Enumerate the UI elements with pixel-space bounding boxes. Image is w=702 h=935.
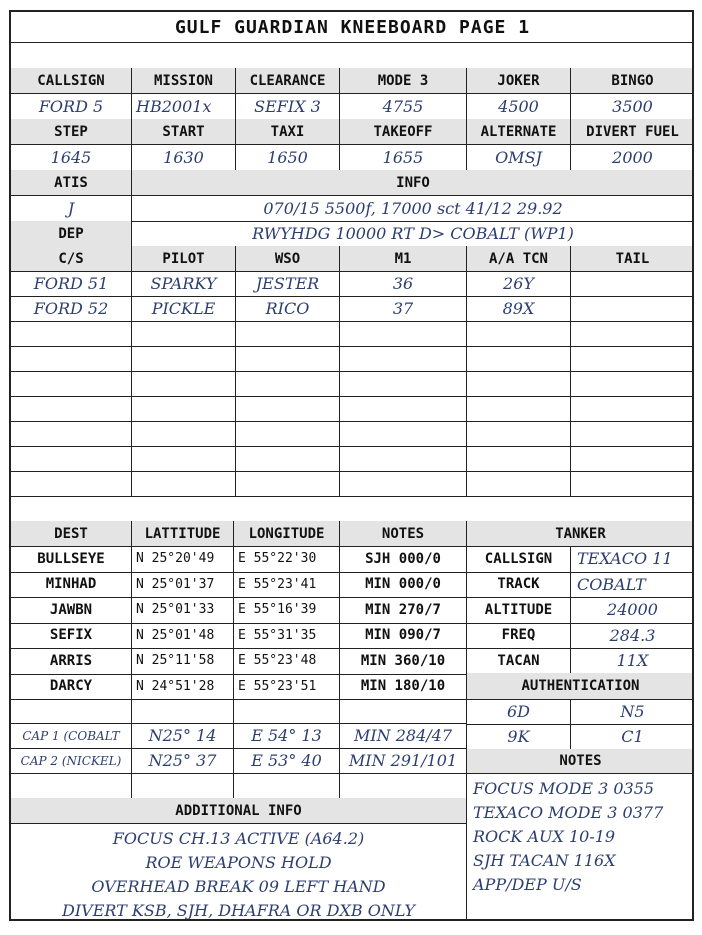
cap-latitude: N25° 14 [131, 723, 233, 748]
crew-aa-tcn [466, 396, 570, 421]
header-callsign: CALLSIGN [37, 72, 105, 89]
nav-longitude: E 55°22'30 [233, 546, 339, 572]
title-row [11, 12, 692, 43]
crew-row [11, 421, 692, 447]
tanker-value: COBALT [570, 572, 694, 598]
crew-pilot [131, 396, 235, 421]
header-tail: TAIL [570, 246, 694, 271]
cap-name: CAP 1 (COBALT [22, 728, 120, 743]
crew-m1 [339, 471, 466, 496]
crew-aa-tcn [466, 321, 570, 346]
crew-wso [235, 421, 339, 446]
crew-cs [11, 396, 131, 421]
note-line: FOCUS MODE 3 0355 [473, 779, 655, 798]
header-alternate: ALTERNATE [466, 119, 570, 144]
cap-empty-row [11, 773, 466, 799]
additional-lines [11, 823, 466, 921]
dep-label: DEP [11, 221, 131, 246]
nav-latitude: N 25°11'58 [131, 648, 233, 674]
tanker-row [466, 623, 694, 650]
crew-tail [570, 396, 694, 421]
crew-row [11, 346, 692, 372]
nav-latitude: N 25°01'48 [131, 623, 233, 649]
atis-header-row [11, 170, 692, 196]
crew-tail [570, 346, 694, 371]
crew-pilot [131, 421, 235, 446]
crew-aa-tcn [466, 371, 570, 396]
header-pilot: PILOT [131, 246, 235, 271]
crew-row [11, 446, 692, 472]
crew-cs [11, 346, 131, 371]
nav-dest: MINHAD [45, 576, 97, 593]
atis-values-row [11, 195, 692, 222]
auth-row [466, 699, 694, 725]
crew-aa-tcn [466, 471, 570, 496]
callsign-value: FORD 5 [38, 96, 104, 116]
note-line: APP/DEP U/S [473, 875, 582, 894]
empty-cell [131, 699, 233, 723]
mission-value: HB2001x [131, 93, 235, 119]
cap-longitude: E 53° 40 [233, 748, 339, 773]
additional-header-row [11, 798, 466, 824]
nav-notes: MIN 180/10 [339, 674, 466, 700]
crew-aa-tcn [466, 446, 570, 471]
tanker-value: 11X [570, 648, 694, 674]
crew-aa-tcn [466, 346, 570, 371]
nav-empty-row [11, 699, 466, 724]
cap-name: CAP 2 (NICKEL) [20, 753, 122, 768]
empty-cell [233, 773, 339, 798]
nav-dest: DARCY [49, 678, 93, 695]
crew-tail [570, 446, 694, 471]
tanker-row [466, 597, 694, 624]
dep-value: RWYHDG 10000 RT D> COBALT (WP1) [131, 221, 694, 246]
header-step: STEP [54, 123, 88, 140]
empty-cell [11, 773, 131, 798]
crew-wso [235, 471, 339, 496]
mode3-value: 4755 [339, 93, 466, 119]
nav-row [11, 546, 466, 573]
cap-notes: MIN 284/47 [339, 723, 466, 748]
crew-m1: 37 [339, 296, 466, 321]
empty-cell [233, 699, 339, 723]
empty-cell [339, 773, 466, 798]
crew-wso [235, 446, 339, 471]
crew-aa-tcn [466, 421, 570, 446]
auth-code: 9K [466, 724, 570, 749]
empty-cell [339, 699, 466, 723]
empty-cell [131, 773, 233, 798]
additional-header: ADDITIONAL INFO [175, 802, 302, 819]
crew-pilot [131, 471, 235, 496]
tanker-value: 24000 [570, 597, 694, 623]
start-value: 1630 [131, 144, 235, 170]
nav-row [11, 674, 466, 701]
crew-m1 [339, 371, 466, 396]
additional-line: DIVERT KSB, SJH, DHAFRA OR DXB ONLY [62, 901, 415, 920]
note-line: ROCK AUX 10-19 [473, 827, 616, 846]
crew-tail [570, 271, 694, 296]
crew-cs [11, 446, 131, 471]
auth-reply: C1 [570, 724, 694, 749]
flight-values-row [11, 93, 692, 120]
notes-body [466, 773, 694, 921]
timing-values-row [11, 144, 692, 171]
crew-cs [11, 421, 131, 446]
crew-row [11, 396, 692, 422]
divert-fuel-value: 2000 [570, 144, 694, 170]
notes-lines [466, 773, 694, 921]
nav-dest: JAWBN [49, 601, 93, 618]
cap-notes: MIN 291/101 [339, 748, 466, 773]
header-dest: DEST [54, 525, 88, 542]
cap-latitude: N25° 37 [131, 748, 233, 773]
notes-header: NOTES [466, 749, 694, 773]
crew-row [11, 471, 692, 497]
tanker-label: TRACK [466, 572, 570, 598]
crew-row [11, 321, 692, 347]
nav-dest: SEFIX [49, 627, 93, 644]
header-m1: M1 [339, 246, 466, 271]
nav-latitude: N 25°01'33 [131, 597, 233, 623]
tanker-label: FREQ [466, 623, 570, 649]
auth-row [466, 724, 694, 750]
note-line: SJH TACAN 116X [473, 851, 616, 870]
header-latitude: LATTITUDE [131, 521, 233, 546]
step-value: 1645 [50, 147, 92, 167]
page-title: GULF GUARDIAN KNEEBOARD PAGE 1 [174, 16, 531, 38]
header-mission: MISSION [131, 68, 235, 93]
crew-wso: JESTER [235, 271, 339, 296]
crew-row [11, 371, 692, 397]
crew-cs [11, 371, 131, 396]
header-divert-fuel: DIVERT FUEL [570, 119, 694, 144]
header-joker: JOKER [466, 68, 570, 93]
nav-notes: MIN 090/7 [339, 623, 466, 649]
crew-cs: FORD 51 [33, 274, 109, 293]
header-clearance: CLEARANCE [235, 68, 339, 93]
auth-reply: N5 [570, 699, 694, 724]
crew-wso [235, 346, 339, 371]
nav-latitude: N 25°01'37 [131, 572, 233, 598]
tanker-row [466, 546, 694, 573]
crew-wso [235, 321, 339, 346]
nav-notes: MIN 270/7 [339, 597, 466, 623]
header-nav-notes: NOTES [339, 521, 466, 546]
crew-tail [570, 421, 694, 446]
header-taxi: TAXI [235, 119, 339, 144]
header-longitude: LONGITUDE [233, 521, 339, 546]
header-cs: C/S [58, 250, 84, 267]
gap-row [11, 496, 692, 523]
joker-value: 4500 [466, 93, 570, 119]
atis-label: ATIS [54, 174, 88, 191]
nav-longitude: E 55°23'51 [233, 674, 339, 700]
cap-longitude: E 54° 13 [233, 723, 339, 748]
tanker-label: TACAN [466, 648, 570, 674]
crew-m1 [339, 346, 466, 371]
tanker-label: ALTITUDE [466, 597, 570, 623]
clearance-value: SEFIX 3 [235, 93, 339, 119]
crew-cs [11, 471, 131, 496]
crew-pilot [131, 321, 235, 346]
nav-longitude: E 55°16'39 [233, 597, 339, 623]
nav-dest: BULLSEYE [37, 550, 105, 567]
crew-tail [570, 371, 694, 396]
nav-notes: SJH 000/0 [339, 546, 466, 572]
header-start: START [131, 119, 235, 144]
crew-tail [570, 296, 694, 321]
tanker-row [466, 648, 694, 675]
header-takeoff: TAKEOFF [339, 119, 466, 144]
header-bingo: BINGO [570, 68, 694, 93]
header-wso: WSO [235, 246, 339, 271]
crew-row [11, 296, 692, 322]
info-label: INFO [131, 170, 694, 195]
crew-cs: FORD 52 [33, 299, 109, 318]
crew-header-row [11, 246, 692, 272]
dep-row [11, 221, 692, 247]
crew-row [11, 271, 692, 297]
crew-pilot: PICKLE [131, 296, 235, 321]
flight-header-row [11, 68, 692, 94]
alternate-value: OMSJ [466, 144, 570, 170]
header-mode3: MODE 3 [339, 68, 466, 93]
cap-row [11, 723, 466, 749]
tanker-value: TEXACO 11 [570, 546, 694, 572]
nav-longitude: E 55°23'41 [233, 572, 339, 598]
crew-m1: 36 [339, 271, 466, 296]
crew-wso [235, 396, 339, 421]
tanker-value: 284.3 [570, 623, 694, 649]
nav-header-row [11, 521, 692, 547]
crew-aa-tcn: 89X [466, 296, 570, 321]
crew-pilot: SPARKY [131, 271, 235, 296]
auth-code: 6D [466, 699, 570, 724]
timing-header-row [11, 119, 692, 145]
nav-row [11, 572, 466, 599]
nav-row [11, 623, 466, 650]
nav-latitude: N 25°20'49 [131, 546, 233, 572]
crew-m1 [339, 446, 466, 471]
nav-row [11, 597, 466, 624]
crew-m1 [339, 321, 466, 346]
nav-row [11, 648, 466, 675]
crew-m1 [339, 396, 466, 421]
crew-wso [235, 371, 339, 396]
crew-tail [570, 321, 694, 346]
empty-cell [11, 699, 131, 723]
nav-notes: MIN 000/0 [339, 572, 466, 598]
header-aa-tcn: A/A TCN [466, 246, 570, 271]
additional-line: ROE WEAPONS HOLD [145, 853, 332, 872]
nav-latitude: N 24°51'28 [131, 674, 233, 700]
tanker-row [466, 572, 694, 599]
crew-pilot [131, 346, 235, 371]
header-tanker: TANKER [466, 521, 694, 546]
nav-longitude: E 55°23'48 [233, 648, 339, 674]
note-line: TEXACO MODE 3 0377 [473, 803, 664, 822]
nav-longitude: E 55°31'35 [233, 623, 339, 649]
atis-value: J [67, 198, 75, 218]
nav-dest: ARRIS [49, 652, 93, 669]
taxi-value: 1650 [235, 144, 339, 170]
notes-header-row [466, 749, 694, 774]
additional-body [11, 823, 466, 921]
additional-line: OVERHEAD BREAK 09 LEFT HAND [91, 877, 386, 896]
crew-tail [570, 471, 694, 496]
crew-wso: RICO [235, 296, 339, 321]
additional-line: FOCUS CH.13 ACTIVE (A64.2) [112, 829, 365, 848]
crew-pilot [131, 446, 235, 471]
info-value: 070/15 5500f, 17000 sct 41/12 29.92 [131, 195, 694, 221]
crew-aa-tcn: 26Y [466, 271, 570, 296]
crew-pilot [131, 371, 235, 396]
auth-header-row [466, 673, 694, 700]
nav-notes: MIN 360/10 [339, 648, 466, 674]
crew-cs [11, 321, 131, 346]
kneeboard-sheet [9, 10, 694, 921]
spacer-row [11, 42, 692, 69]
tanker-label: CALLSIGN [466, 546, 570, 572]
bingo-value: 3500 [570, 93, 694, 119]
auth-header: AUTHENTICATION [466, 673, 694, 699]
crew-m1 [339, 421, 466, 446]
cap-row [11, 748, 466, 774]
takeoff-value: 1655 [339, 144, 466, 170]
